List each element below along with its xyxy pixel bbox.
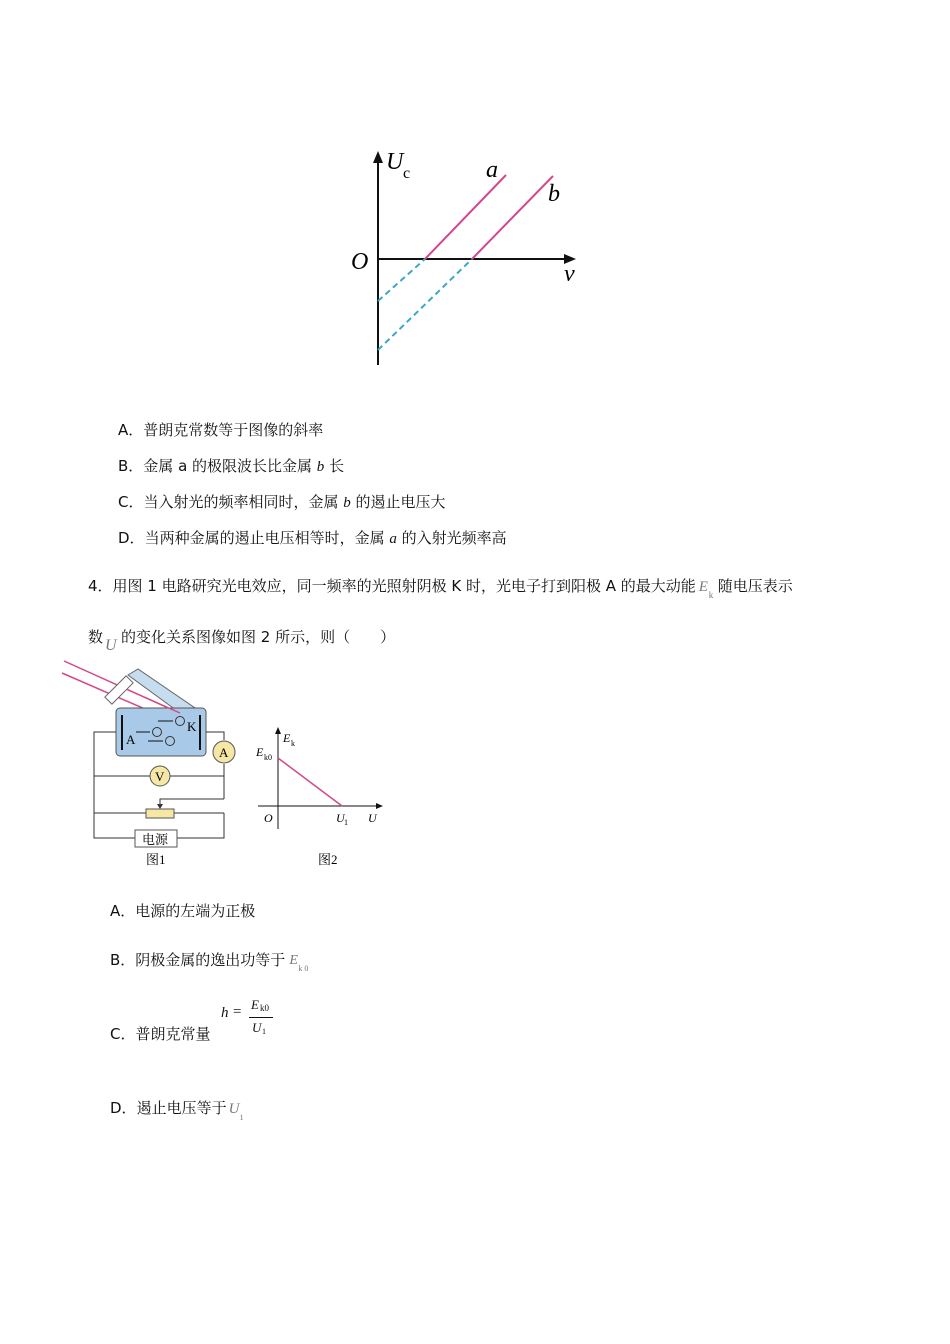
fig1-wire-top-right xyxy=(206,732,224,740)
q4-stem-line1-post: 随电压表示 xyxy=(717,577,793,595)
fig1-label-a: A xyxy=(126,732,136,747)
q4-option-d-text: 遏止电压等于 xyxy=(136,1099,227,1117)
q3-option-c-var: b xyxy=(343,495,351,511)
q3-line-a-solid xyxy=(425,175,506,259)
q4-u-symbol: U xyxy=(105,637,117,654)
fig2-y-axis-arrow xyxy=(275,727,281,734)
q3-line-b-dashed xyxy=(378,259,472,350)
q3-y-axis-arrow xyxy=(373,151,383,163)
q4-stem-line2 xyxy=(88,627,396,654)
q3-option-b[interactable] xyxy=(118,456,344,477)
q4-option-d-prefix: D． xyxy=(110,1099,137,1117)
q4-ek-symbol: E xyxy=(698,579,708,595)
q4-option-b-prefix: B． xyxy=(110,951,136,969)
q4-option-c-eq: = xyxy=(233,1004,242,1020)
fig2-y-label: E xyxy=(283,731,291,745)
q4-option-d-sub: 1 xyxy=(239,1113,244,1122)
q4-option-a-text: 电源的左端为正极 xyxy=(135,902,256,920)
q4-option-d[interactable] xyxy=(110,1098,251,1122)
fig2-ek-line xyxy=(278,758,342,806)
fig1-power-supply-label: 电源 xyxy=(142,832,169,847)
fig1-rheostat-slider xyxy=(157,804,163,809)
q3-option-b-var: b xyxy=(316,459,325,475)
q4-option-a[interactable] xyxy=(110,901,255,921)
q4-option-c-prefix: C． xyxy=(110,1025,136,1043)
fig1-circuit-diagram xyxy=(60,655,250,870)
fig1-wire-tap xyxy=(160,799,224,807)
fig2-intercept-sub: k0 xyxy=(264,753,272,762)
fig1-caption: 图1 xyxy=(146,852,166,867)
fig1-rheostat xyxy=(146,809,174,818)
q4-option-c-den: U xyxy=(252,1020,262,1035)
q3-option-a-text: 普朗克常数等于图像的斜率 xyxy=(143,421,324,439)
q3-option-d-text-pre: 当两种金属的遏止电压相等时，金属 xyxy=(144,529,390,547)
q4-stem-line1 xyxy=(88,576,793,600)
q4-option-c-formula xyxy=(221,996,281,1042)
q4-option-b-sub: k 0 xyxy=(298,964,309,973)
q4-option-b-sym: E xyxy=(289,953,298,968)
q3-option-d-var: a xyxy=(389,531,397,547)
q4-option-c-fraction-bar xyxy=(249,1017,273,1018)
q4-option-c[interactable] xyxy=(110,1024,211,1044)
q3-option-d-prefix: D． xyxy=(118,529,145,547)
q3-option-c-text-post: 的遏止电压大 xyxy=(350,493,446,511)
q3-line-a-label: a xyxy=(486,157,498,183)
q4-stem-line2-post: 的变化关系图像如图 2 所示，则（ ） xyxy=(121,628,396,646)
fig2-caption: 图2 xyxy=(318,852,338,867)
q3-option-c[interactable] xyxy=(118,492,446,513)
q3-origin-label: O xyxy=(351,249,369,275)
q3-line-b-label: b xyxy=(548,181,560,207)
q4-option-b[interactable] xyxy=(110,950,315,973)
fig2-intercept-label: E xyxy=(256,745,264,759)
q4-option-c-num: E xyxy=(251,997,259,1012)
q3-line-a-dashed xyxy=(378,259,425,301)
fig2-u1-sub: 1 xyxy=(344,818,348,827)
q4-option-c-num-sub: k0 xyxy=(260,1003,269,1013)
q4-stem-line2-pre: 数 xyxy=(88,628,104,646)
q4-option-a-prefix: A． xyxy=(110,902,136,920)
q3-option-a[interactable] xyxy=(118,420,323,440)
fig2-ek-u-graph xyxy=(250,725,390,870)
q3-line-b-solid xyxy=(472,176,553,259)
q4-option-c-text: 普朗克常量 xyxy=(135,1025,211,1043)
q3-y-axis-sub: c xyxy=(403,165,411,182)
q3-option-c-prefix: C． xyxy=(118,493,144,511)
q3-option-b-prefix: B． xyxy=(118,457,144,475)
q4-ek-sub: k xyxy=(708,590,714,600)
q4-option-c-den-sub: 1 xyxy=(262,1027,266,1036)
fig1-voltmeter-label: V xyxy=(155,769,165,784)
q3-x-axis-label: v xyxy=(564,261,575,287)
q3-option-c-text-pre: 当入射光的频率相同时，金属 xyxy=(143,493,344,511)
q4-stem-line1-pre: 4．用图 1 电路研究光电效应，同一频率的光照射阴极 K 时，光电子打到阳极 A 的最大动能 xyxy=(88,577,696,595)
q4-option-b-text: 阴极金属的逸出功等于 xyxy=(135,951,286,969)
q3-option-b-text-post: 长 xyxy=(324,457,345,475)
fig2-u1-label: U xyxy=(336,811,345,825)
q3-option-d-text-post: 的入射光频率高 xyxy=(396,529,507,547)
q3-uc-frequency-graph xyxy=(340,145,600,375)
fig1-label-k: K xyxy=(187,719,197,734)
fig2-x-axis-arrow xyxy=(376,803,383,809)
q3-option-d[interactable] xyxy=(118,528,507,549)
fig2-y-label-sub: k xyxy=(291,739,295,748)
q4-option-d-sym: U xyxy=(228,1101,240,1117)
q4-option-c-h: h xyxy=(221,1005,229,1021)
q3-y-axis-label: U xyxy=(386,149,404,175)
fig2-x-label: U xyxy=(368,811,377,825)
fig2-origin: O xyxy=(264,811,273,825)
q3-option-a-prefix: A． xyxy=(118,421,144,439)
fig1-ammeter-label: A xyxy=(219,745,229,760)
q3-option-b-text-pre: 金属 a 的极限波长比金属 xyxy=(143,457,317,475)
